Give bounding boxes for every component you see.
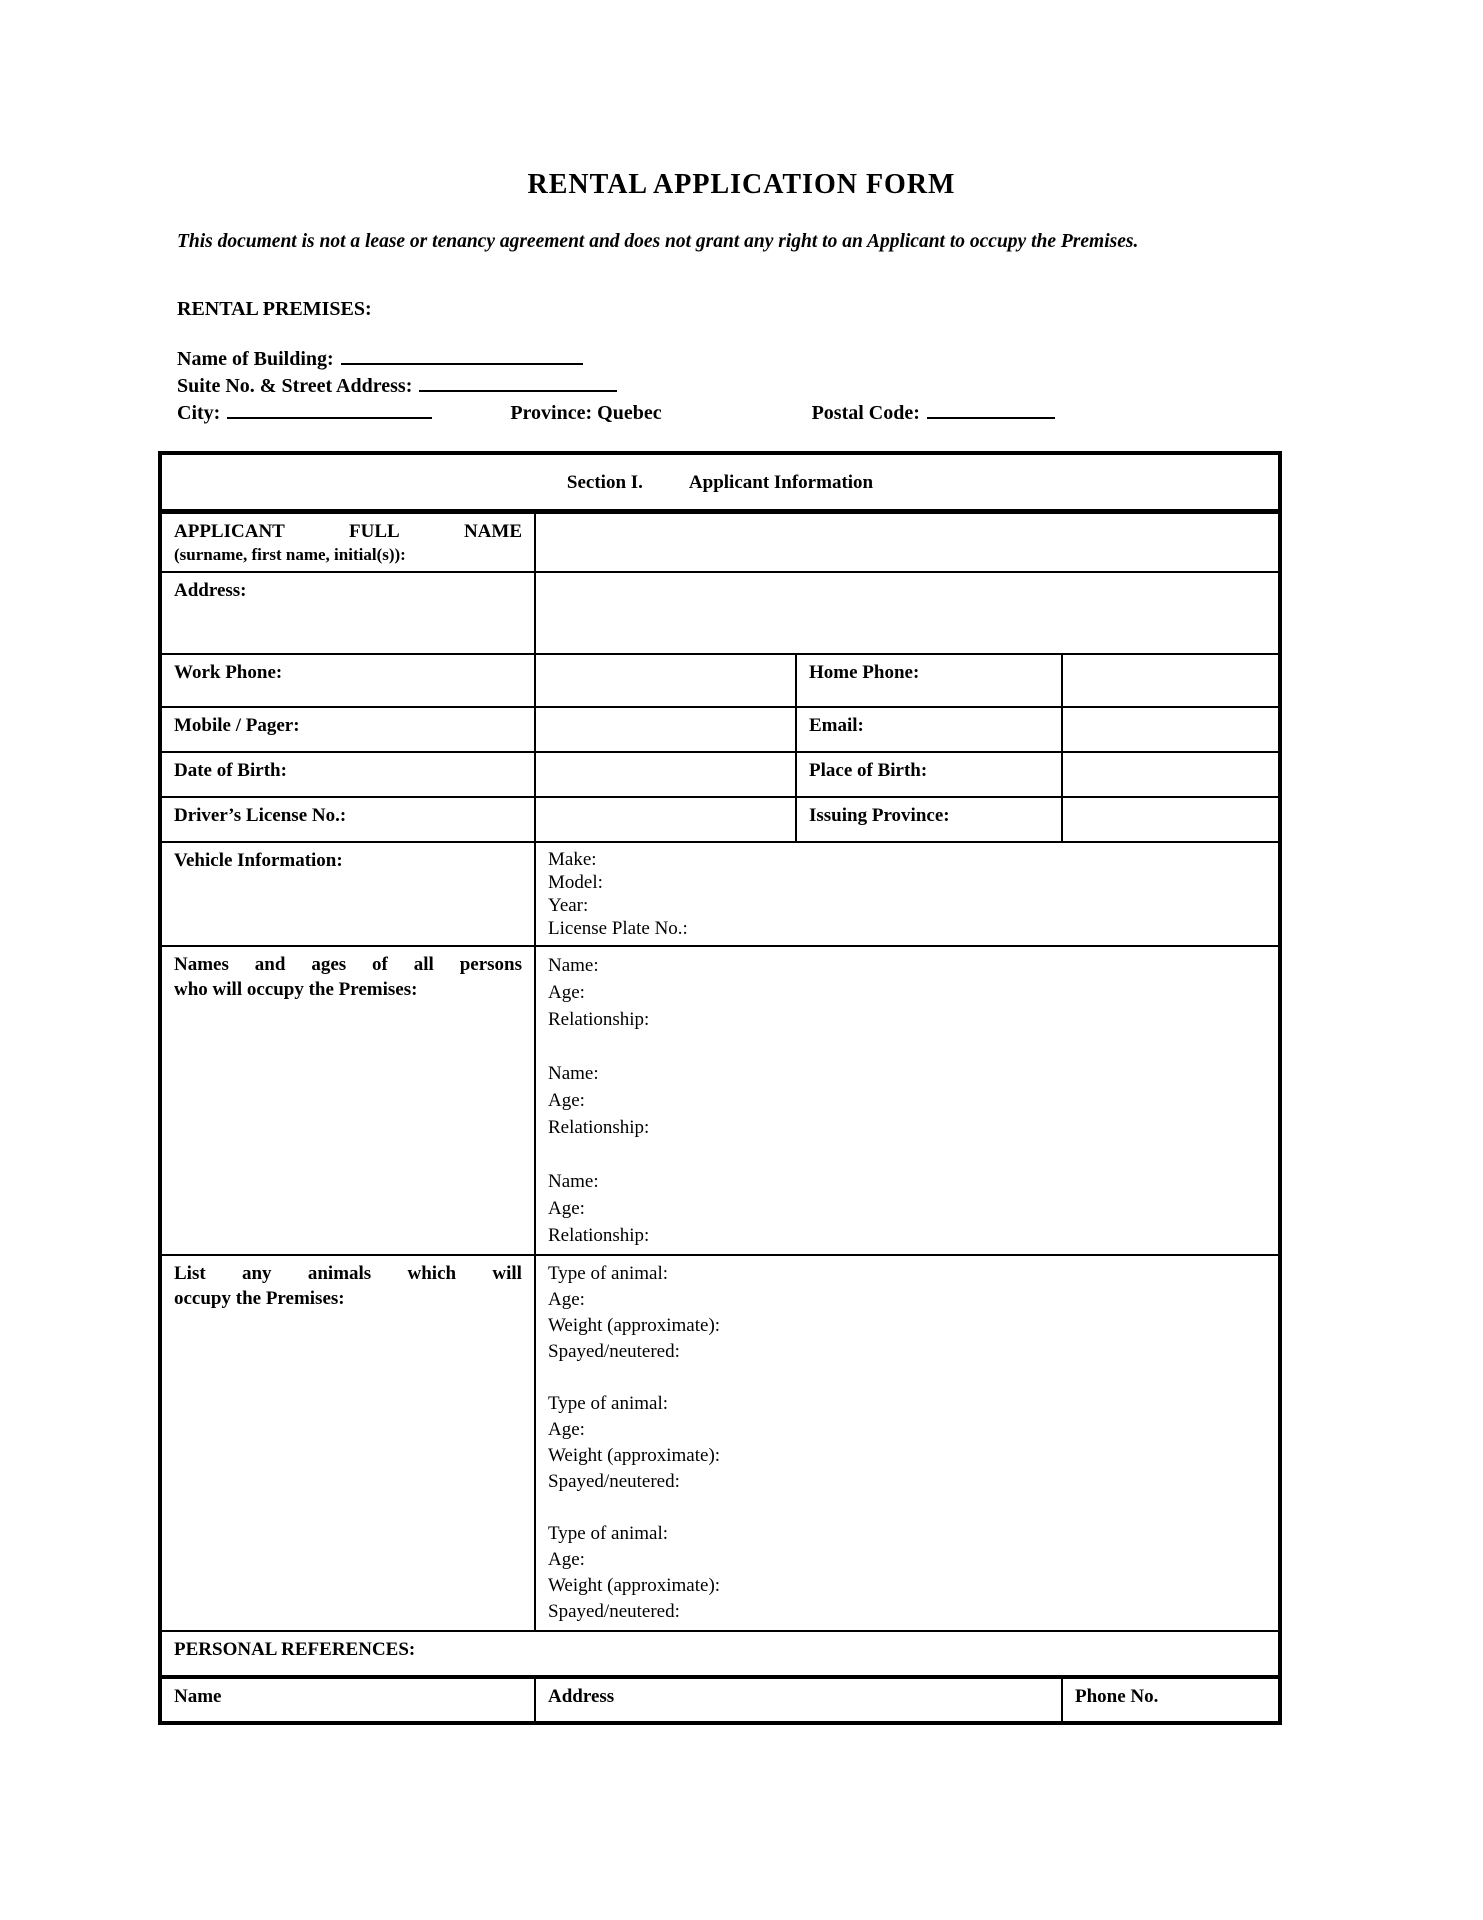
- address-row: [160, 572, 1280, 654]
- date-of-birth-label-cell: Date of Birth:: [160, 752, 535, 797]
- reference-address-header-cell: Address: [535, 1677, 1062, 1723]
- occupant-name-label: Name:: [548, 955, 599, 976]
- occupants-label-word: persons: [459, 954, 522, 975]
- birth-row: [160, 752, 1280, 797]
- section-header-row: [160, 453, 1280, 512]
- animal-spayed-label: Spayed/neutered:: [548, 1471, 680, 1492]
- animals-value-cell: [535, 1255, 1280, 1631]
- issuing-province-label-cell: Issuing Province:: [796, 797, 1062, 842]
- animal-age-label: Age:: [548, 1549, 585, 1570]
- applicant-name-value-cell: [535, 512, 1280, 573]
- animal-type-label: Type of animal:: [548, 1523, 669, 1544]
- address-label-cell: Address:: [160, 572, 535, 654]
- applicant-name-subtitle: (surname, first name, initial(s)):: [174, 545, 406, 564]
- rental-premises-heading: RENTAL PREMISES:: [177, 298, 372, 320]
- home-phone-value-cell: [1062, 654, 1280, 707]
- spacer: [548, 1141, 1266, 1168]
- work-phone-value-cell: [535, 654, 796, 707]
- animal-type-label: Type of animal:: [548, 1393, 669, 1414]
- disclaimer-text: This document is not a lease or tenancy agreement and does not grant any right to an Applicant to occupy the Premises.: [177, 231, 1139, 252]
- applicant-name-label-cell: [160, 512, 535, 573]
- animals-label-word: List: [174, 1263, 206, 1284]
- occupant-age-label: Age:: [548, 1090, 585, 1111]
- email-label-cell: Email:: [796, 707, 1062, 752]
- mobile-email-row: [160, 707, 1280, 752]
- postal-code-blank: [927, 402, 1055, 419]
- suite-street-label: Suite No. & Street Address:: [177, 375, 413, 397]
- building-name-blank: [341, 348, 583, 365]
- spacer: [548, 1365, 1266, 1391]
- vehicle-row: [160, 842, 1280, 946]
- building-name-label: Name of Building:: [177, 348, 334, 370]
- personal-references-heading-cell: PERSONAL REFERENCES:: [160, 1631, 1280, 1677]
- personal-references-row: [160, 1631, 1280, 1677]
- animal-weight-label: Weight (approximate):: [548, 1445, 721, 1466]
- spacer: [548, 1033, 1266, 1060]
- applicant-name-label: [174, 519, 522, 544]
- work-phone-label-cell: Work Phone:: [160, 654, 535, 707]
- vehicle-value-cell: [535, 842, 1280, 946]
- city-label: City:: [177, 402, 221, 424]
- applicant-name-word: FULL: [349, 521, 400, 542]
- date-of-birth-value-cell: [535, 752, 796, 797]
- animals-label-word: will: [492, 1263, 522, 1284]
- animal-type-label: Type of animal:: [548, 1263, 669, 1284]
- work-home-phone-row: [160, 654, 1280, 707]
- suite-street-blank: [419, 375, 617, 392]
- mobile-pager-value-cell: [535, 707, 796, 752]
- address-value-cell: [535, 572, 1280, 654]
- license-row: [160, 797, 1280, 842]
- city-province-postal-line: [177, 400, 1483, 427]
- applicant-information-table: [158, 451, 1282, 1725]
- place-of-birth-value-cell: [1062, 752, 1280, 797]
- applicant-name-row: [160, 512, 1280, 573]
- animals-label-word: any: [241, 1263, 272, 1284]
- vehicle-make-label: Make:: [548, 849, 597, 870]
- animal-spayed-label: Spayed/neutered:: [548, 1341, 680, 1362]
- postal-code-label: Postal Code:: [811, 402, 920, 424]
- drivers-license-value-cell: [535, 797, 796, 842]
- animals-label-cell: [160, 1255, 535, 1631]
- occupants-label-line1: [174, 952, 522, 977]
- vehicle-label-cell: Vehicle Information:: [160, 842, 535, 946]
- animal-spayed-label: Spayed/neutered:: [548, 1601, 680, 1622]
- mobile-pager-label-cell: Mobile / Pager:: [160, 707, 535, 752]
- vehicle-plate-label: License Plate No.:: [548, 918, 688, 939]
- home-phone-label-cell: Home Phone:: [796, 654, 1062, 707]
- occupant-relationship-label: Relationship:: [548, 1117, 650, 1138]
- city-blank: [227, 402, 432, 419]
- section-title: Applicant Information: [688, 471, 874, 493]
- page-title: RENTAL APPLICATION FORM: [527, 169, 956, 200]
- province-label: Province:: [510, 402, 593, 424]
- animals-label-word: which: [407, 1263, 457, 1284]
- occupants-label-word: all: [413, 954, 434, 975]
- animals-label-line2: occupy the Premises:: [174, 1288, 345, 1309]
- suite-street-line: [177, 373, 1483, 400]
- occupants-row: [160, 946, 1280, 1255]
- spacer: [548, 1495, 1266, 1521]
- applicant-name-word: APPLICANT: [174, 521, 285, 542]
- animal-weight-label: Weight (approximate):: [548, 1575, 721, 1596]
- animals-row: [160, 1255, 1280, 1631]
- building-name-line: [177, 346, 1483, 373]
- occupants-label-line2: who will occupy the Premises:: [174, 979, 418, 1000]
- occupant-age-label: Age:: [548, 1198, 585, 1219]
- province-value: Quebec: [597, 402, 662, 424]
- occupants-label-word: of: [372, 954, 388, 975]
- vehicle-year-label: Year:: [548, 895, 589, 916]
- applicant-name-word: NAME: [463, 521, 522, 542]
- email-value-cell: [1062, 707, 1280, 752]
- occupant-age-label: Age:: [548, 982, 585, 1003]
- vehicle-model-label: Model:: [548, 872, 603, 893]
- issuing-province-value-cell: [1062, 797, 1280, 842]
- reference-name-header-cell: Name: [160, 1677, 535, 1723]
- occupants-label-word: ages: [311, 954, 347, 975]
- occupant-name-label: Name:: [548, 1063, 599, 1084]
- section-header-cell: [160, 453, 1280, 512]
- occupants-label-word: and: [254, 954, 286, 975]
- place-of-birth-label-cell: Place of Birth:: [796, 752, 1062, 797]
- occupants-label-word: Names: [174, 954, 229, 975]
- occupant-relationship-label: Relationship:: [548, 1225, 650, 1246]
- reference-phone-header-cell: Phone No.: [1062, 1677, 1280, 1723]
- animal-weight-label: Weight (approximate):: [548, 1315, 721, 1336]
- section-number: Section I.: [566, 471, 643, 493]
- occupants-value-cell: [535, 946, 1280, 1255]
- references-header-row: [160, 1677, 1280, 1723]
- animals-label-line1: [174, 1261, 522, 1286]
- drivers-license-label-cell: Driver’s License No.:: [160, 797, 535, 842]
- animals-label-word: animals: [307, 1263, 372, 1284]
- animal-age-label: Age:: [548, 1419, 585, 1440]
- occupants-label-cell: [160, 946, 535, 1255]
- occupant-relationship-label: Relationship:: [548, 1009, 650, 1030]
- animal-age-label: Age:: [548, 1289, 585, 1310]
- occupant-name-label: Name:: [548, 1171, 599, 1192]
